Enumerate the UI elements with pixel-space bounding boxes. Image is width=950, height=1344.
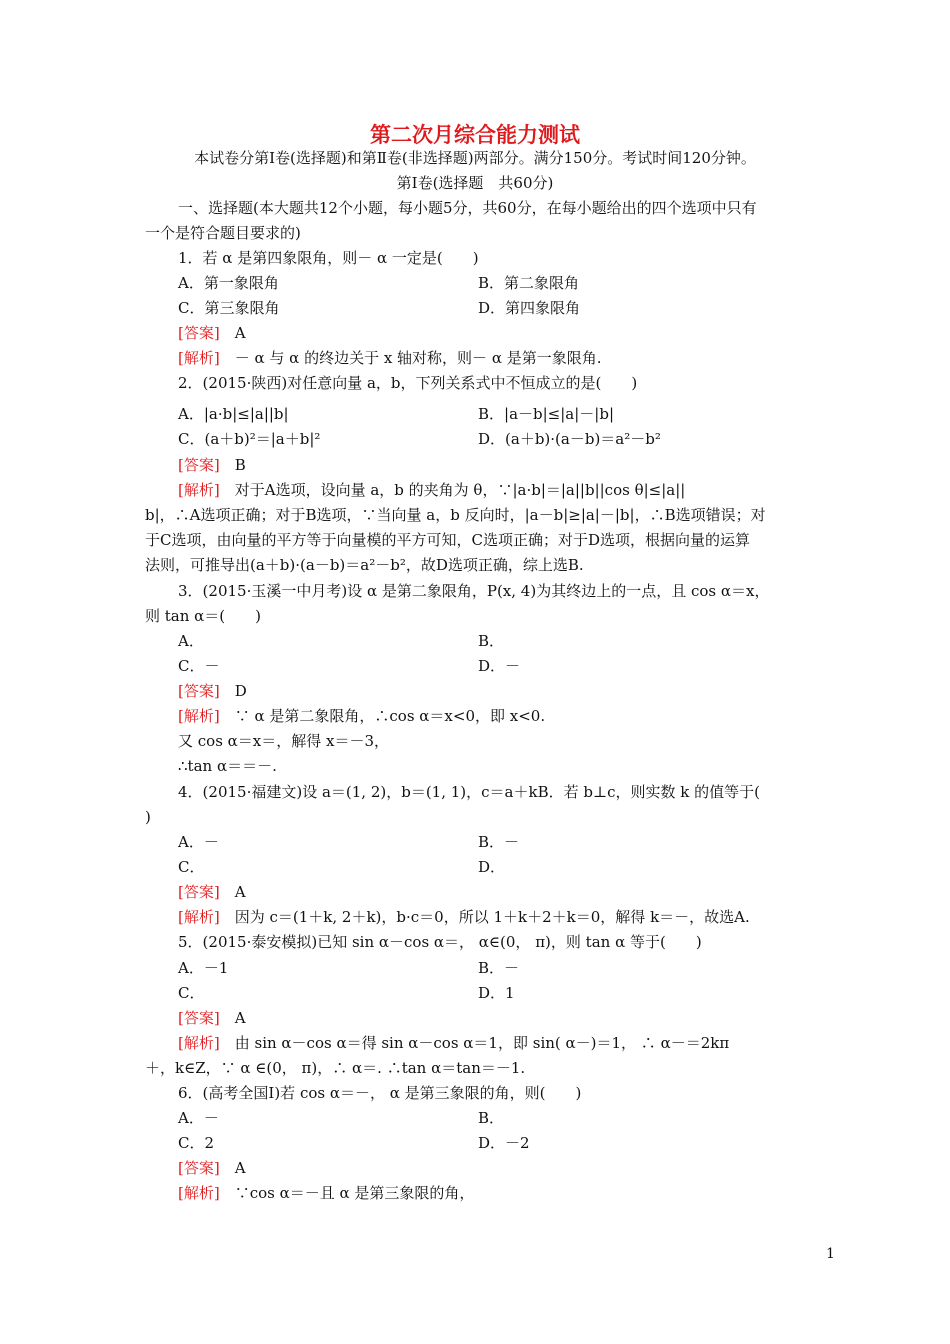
part-heading: 第Ⅰ卷(选择题 共60分) (396, 174, 554, 192)
answer-value: D (234, 682, 247, 700)
answer-value: A (234, 324, 246, 342)
question-5-stem: 5．(2015·泰安模拟)已知 sin α－cos α＝， α∈(0， π)，则 tan α 等于( ) (178, 933, 702, 951)
question-2-option-b: B．|a－b|≤|a|－|b| (478, 405, 615, 423)
answer-tag: [答案] (178, 682, 220, 700)
question-2-stem: 2．(2015·陕西)对任意向量 a，b，下列关系式中不恒成立的是( ) (178, 374, 638, 392)
question-5-option-b: B．－ (478, 959, 520, 977)
question-4-option-c: C． (178, 858, 205, 876)
question-3-analysis-line3: ∴tan α＝＝－. (178, 757, 277, 775)
question-2-option-a: A．|a·b|≤|a||b| (178, 405, 289, 423)
question-3-answer (178, 681, 247, 701)
question-1-option-d: D．第四象限角 (478, 299, 581, 317)
question-3-stem-line1: 3．(2015·玉溪一中月考)设 α 是第二象限角，P(x, 4)为其终边上的一点，且 cos α＝x， (178, 582, 770, 600)
question-3-option-a: A． (178, 632, 204, 650)
question-4-option-b: B．－ (478, 833, 520, 851)
question-2-analysis-line4: 法则，可推导出(a＋b)·(a－b)＝a²－b²，故D选项正确，综上选B. (145, 556, 584, 574)
question-2-option-d: D．(a＋b)·(a－b)＝a²－b² (478, 430, 661, 448)
question-1-analysis (178, 348, 602, 368)
question-4-answer (178, 882, 246, 902)
question-5-option-d: D．1 (478, 984, 515, 1002)
question-6-option-a: A．－ (178, 1109, 219, 1127)
question-1-answer (178, 323, 246, 343)
question-1-option-a: A．第一象限角 (178, 274, 279, 292)
question-3-analysis (178, 706, 545, 726)
question-2-option-c: C．(a＋b)²＝|a＋b|² (178, 430, 321, 448)
question-5-option-c: C． (178, 984, 205, 1002)
answer-value: B (234, 456, 246, 474)
section-instructions-line1: 一、选择题(本大题共12个小题，每小题5分，共60分，在每小题给出的四个选项中只有 (178, 199, 757, 217)
answer-tag: [答案] (178, 883, 220, 901)
question-1-option-b: B．第二象限角 (478, 274, 580, 292)
answer-tag: [答案] (178, 456, 220, 474)
page-number: 1 (826, 1246, 835, 1262)
question-3-option-b: B． (478, 632, 505, 650)
answer-tag: [答案] (178, 324, 220, 342)
analysis-tag: [解析] (178, 481, 220, 499)
analysis-text: － α 与 α 的终边关于 x 轴对称，则－ α 是第一象限角. (234, 349, 602, 367)
question-3-option-d: D．－ (478, 657, 521, 675)
question-2-analysis-line2: b|，∴A选项正确；对于B选项，∵当向量 a，b 反向时，|a－b|≥|a|－|b|，∴B选项错误；对 (145, 506, 766, 524)
answer-tag: [答案] (178, 1159, 220, 1177)
question-2-answer (178, 455, 246, 475)
question-2-analysis-line3: 于C选项，由向量的平方等于向量模的平方可知，C选项正确；对于D选项，根据向量的运算 (145, 531, 750, 549)
question-3-analysis-line2: 又 cos α＝x＝，解得 x＝－3， (178, 732, 390, 750)
question-3-option-c: C．－ (178, 657, 220, 675)
analysis-tag: [解析] (178, 1034, 220, 1052)
question-1-option-c: C．第三象限角 (178, 299, 280, 317)
analysis-text: 对于A选项，设向量 a，b 的夹角为 θ，∵|a·b|＝|a||b||cos θ|≤|a|| (234, 481, 686, 499)
analysis-text: 因为 c＝(1＋k, 2＋k)，b·c＝0，所以 1＋k＋2＋k＝0，解得 k＝－，故选A. (234, 908, 750, 926)
exam-intro: 本试卷分第Ⅰ卷(选择题)和第Ⅱ卷(非选择题)两部分。满分150分。考试时间120分钟。 (194, 149, 756, 167)
answer-tag: [答案] (178, 1009, 220, 1027)
analysis-tag: [解析] (178, 1184, 220, 1202)
question-5-answer (178, 1008, 246, 1028)
question-6-answer (178, 1158, 246, 1178)
analysis-tag: [解析] (178, 707, 220, 725)
question-6-analysis (178, 1183, 474, 1203)
answer-value: A (234, 1159, 246, 1177)
analysis-tag: [解析] (178, 349, 220, 367)
question-4-stem-line1: 4．(2015·福建文)设 a＝(1, 2)，b＝(1, 1)，c＝a＋kB．若 b⊥c，则实数 k 的值等于( (178, 783, 760, 801)
page-title: 第二次月综合能力测试 (370, 123, 580, 147)
question-5-analysis-line2: ＋，k∈Z，∵ α ∈(0， π)，∴ α＝. ∴tan α＝tan＝－1. (145, 1059, 526, 1077)
question-4-analysis (178, 907, 750, 927)
answer-value: A (234, 1009, 246, 1027)
analysis-text: ∵cos α＝－且 α 是第三象限的角， (234, 1184, 475, 1202)
question-5-option-a: A．－1 (178, 959, 229, 977)
question-4-option-a: A．－ (178, 833, 219, 851)
analysis-text: 由 sin α－cos α＝得 sin α－cos α＝1，即 sin( α－)＝1， ∴ α－＝2kπ (234, 1034, 730, 1052)
question-6-option-d: D．－2 (478, 1134, 530, 1152)
question-6-option-c: C．2 (178, 1134, 215, 1152)
question-6-option-b: B． (478, 1109, 505, 1127)
question-5-analysis-line1 (178, 1033, 729, 1053)
question-4-option-d: D． (478, 858, 506, 876)
question-3-stem-line2: 则 tan α＝( ) (145, 607, 262, 625)
analysis-text: ∵ α 是第二象限角，∴cos α＝x<0，即 x<0. (234, 707, 546, 725)
question-6-stem: 6．(高考全国Ⅰ)若 cos α＝－， α 是第三象限的角，则( ) (178, 1084, 582, 1102)
analysis-tag: [解析] (178, 908, 220, 926)
answer-value: A (234, 883, 246, 901)
section-instructions-line2: 一个是符合题目要求的) (145, 224, 301, 242)
question-2-analysis-line1 (178, 480, 685, 500)
question-1-stem: 1．若 α 是第四象限角，则－ α 一定是( ) (178, 249, 479, 267)
question-4-stem-line2: ) (145, 808, 151, 826)
